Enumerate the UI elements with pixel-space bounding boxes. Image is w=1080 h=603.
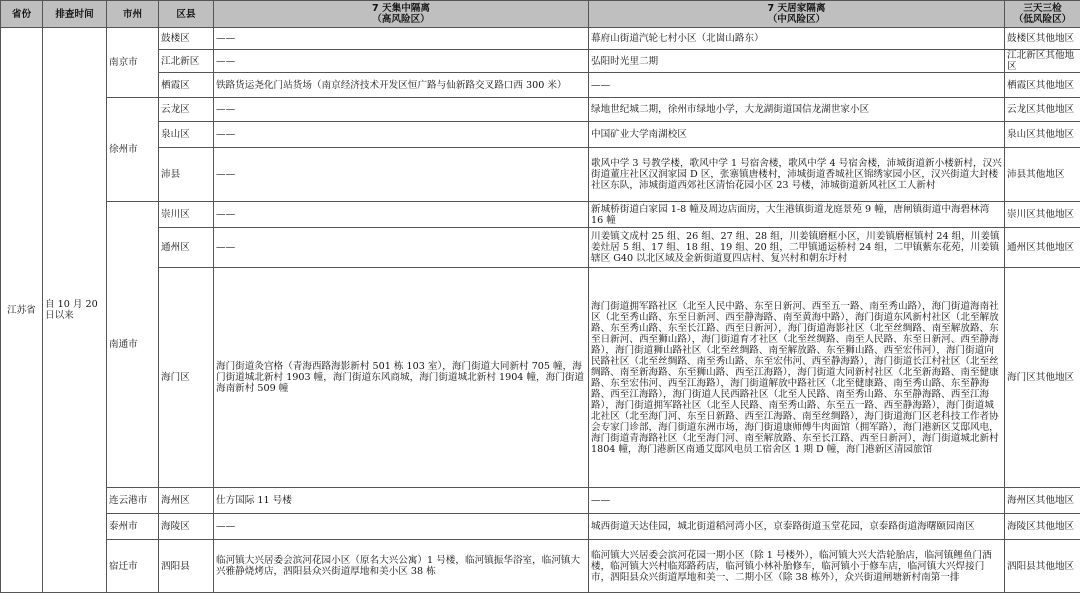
table-row (1, 28, 1080, 50)
district-cell: 鼓楼区 (159, 28, 214, 50)
mid-risk-cell: 绿地世纪城二期，徐州市绿地小学，大龙湖街道国信龙湖世家小区 (589, 98, 1005, 122)
low-risk-cell: 鼓楼区其他地区 (1005, 28, 1080, 50)
header-low-line1: 三天三检 (1023, 3, 1062, 14)
mid-risk-cell: 幕府山街道汽轮七村小区（北崮山路东） (589, 28, 1005, 50)
table-row (1, 268, 1080, 488)
district-cell: 栖霞区 (159, 73, 214, 98)
mid-risk-cell: —— (589, 73, 1005, 98)
header-mid-risk (589, 1, 1005, 28)
header-high-line2: （高风险区） (372, 14, 430, 25)
district-cell: 沛县 (159, 148, 214, 202)
city-nantong: 南通市 (107, 202, 159, 488)
low-risk-cell: 海州区其他地区 (1005, 488, 1080, 514)
city-suqian: 宿迁市 (107, 540, 159, 593)
table-row (1, 122, 1080, 148)
city-taizhou: 泰州市 (107, 514, 159, 540)
low-risk-cell: 通州区其他地区 (1005, 228, 1080, 268)
high-risk-cell: —— (214, 98, 589, 122)
mid-risk-cell: 海门街道拥军路社区（北至人民中路、东至日新河、西至五一路、南至秀山路），海门街道海南社区（北至秀山路、东至日新河、西至静海路、南至黄海中路），海门街道东风新村社区（北至解放路、东至秀山路、东至长江路、西至日新河），海门街道海影社区（北至丝绸路、南至解放路、东至日新河、西至狮山路），海门街道育才社区（北至丝绸路、南至人民路、东至日新河、西至静海路），海门街道狮山路社区（北至丝绸路、南至解放路、东至狮山路、西至宏伟河），海门街道向民路社区（北至丝绸路、南至秀山路、东至宏伟河、西至静海路），海门街道长江村社区（北至丝绸路、南至新海路、东至狮山路、西至江海路），海门街道大同新村社区（北至新海路、南至健康路、东至宏伟河、西至江海路），海门街道解放中路社区（北至健康路、南至秀山路、东至静海路、西至江海路），海门街道人民西路社区（北至人民路、南至秀山路、东至静海路、西至江海路），海门街道拥军路社区（北至人民路、南至秀山路、东至五一路、西至静海路），海门街道城北社区（北至海门河、东至日新路、西至江海路、南至丝绸路），海门街道海门区老科技工作者协会专家门诊部，海门街道东洲市场，海门街道康师傅牛肉面馆（拥军路），海门港新区艾邸风电，海门街道青海路社区（北至海门河、南至解放路、东至长江路、西至日新河），海门街道城北新村 1804 幢，海门港新区南通艾邸风电员工宿舍区 1 期 D 幢，海门港新区清园旅馆 (589, 268, 1005, 488)
low-risk-cell: 栖霞区其他地区 (1005, 73, 1080, 98)
district-cell: 泗阳县 (159, 540, 214, 593)
low-risk-cell: 云龙区其他地区 (1005, 98, 1080, 122)
district-cell: 海陵区 (159, 514, 214, 540)
district-cell: 云龙区 (159, 98, 214, 122)
high-risk-cell: 临河镇大兴居委会滨河花园小区（原名大兴公寓）1 号楼，临河镇振华浴室，临河镇大兴雅静烧烤店，泗阳县众兴街道厚地和美小区 38 栋 (214, 540, 589, 593)
low-risk-cell: 泗阳县其他地区 (1005, 540, 1080, 593)
header-mid-line2: （中风险区） (767, 14, 826, 25)
table-row (1, 148, 1080, 202)
mid-risk-cell: 弘阳时光里二期 (589, 50, 1005, 73)
city-xuzhou: 徐州市 (107, 98, 159, 202)
low-risk-cell: 江北新区其他地区 (1005, 50, 1080, 73)
table-row (1, 50, 1080, 73)
header-high-line1: 7 天集中隔离 (372, 3, 430, 14)
high-risk-cell: —— (214, 202, 589, 228)
low-risk-cell: 海门区其他地区 (1005, 268, 1080, 488)
high-risk-cell: —— (214, 28, 589, 50)
table-row (1, 98, 1080, 122)
high-risk-cell: —— (214, 148, 589, 202)
table-row (1, 540, 1080, 593)
high-risk-cell: 铁路货运尧化门站货场（南京经济技术开发区恒广路与仙新路交叉路口西 300 米） (214, 73, 589, 98)
city-lianyungang: 连云港市 (107, 488, 159, 514)
high-risk-cell: —— (214, 514, 589, 540)
high-risk-cell: —— (214, 50, 589, 73)
low-risk-cell: 泉山区其他地区 (1005, 122, 1080, 148)
district-cell: 海门区 (159, 268, 214, 488)
high-risk-cell: 仕方国际 11 号楼 (214, 488, 589, 514)
header-district: 区县 (159, 1, 214, 28)
header-province: 省份 (1, 1, 43, 28)
table-row (1, 488, 1080, 514)
province-cell: 江苏省 (1, 28, 43, 593)
header-low-line2: （低风险区） (1013, 14, 1072, 25)
header-time: 排查时间 (43, 1, 107, 28)
low-risk-cell: 崇川区其他地区 (1005, 202, 1080, 228)
header-row (1, 1, 1080, 28)
district-cell: 海州区 (159, 488, 214, 514)
mid-risk-cell: 川姜镇文成村 25 组、26 组、27 组、28 组，川姜镇磨框小区，川姜镇磨框镇村 24 组，川姜镇姜灶居 5 组、17 组、18 组、19 组、20 组，二甲镇通运桥村 24 组，二甲镇紫东花苑，川姜镇辖区 G40 以北区域及金新街道夏四店村、复兴村和朝东圩村 (589, 228, 1005, 268)
header-city: 市州 (107, 1, 159, 28)
district-cell: 通州区 (159, 228, 214, 268)
table-row (1, 202, 1080, 228)
table-row (1, 514, 1080, 540)
time-cell: 自 10 月 20 日以来 (43, 28, 107, 593)
mid-risk-cell: 城西街道天达佳园，城北街道稻河湾小区，京泰路街道玉堂花园，京泰路街道海曙颐园南区 (589, 514, 1005, 540)
mid-risk-cell: 歌风中学 3 号教学楼，歌风中学 1 号宿舍楼，歌风中学 4 号宿舍楼，沛城街道新小楼新村，汉兴街道董庄社区汉润家园 D 区，张寨镇唐楼村，沛城街道香城社区锦绣家园小区，汉兴街道大封楼社区东队，沛城街道西郊社区清怡花园小区 23 号楼，沛城街道新风社区工人新村 (589, 148, 1005, 202)
district-cell: 崇川区 (159, 202, 214, 228)
header-high-risk (214, 1, 589, 28)
high-risk-cell: —— (214, 228, 589, 268)
high-risk-cell: —— (214, 122, 589, 148)
table-row (1, 73, 1080, 98)
mid-risk-cell: 新城桥街道白家园 1-8 幢及周边店面房，大生港镇街道龙庭景苑 9 幢，唐闸镇街道中海碧林湾 16 幢 (589, 202, 1005, 228)
mid-risk-cell: —— (589, 488, 1005, 514)
district-cell: 江北新区 (159, 50, 214, 73)
mid-risk-cell: 中国矿业大学南湖校区 (589, 122, 1005, 148)
header-low-risk (1005, 1, 1080, 28)
table-row (1, 228, 1080, 268)
city-nanjing: 南京市 (107, 28, 159, 98)
mid-risk-cell: 临河镇大兴居委会滨河花园一期小区（除 1 号楼外），临河镇大兴大浩轮胎店，临河镇鲤鱼门酒楼，临河镇大兴村临郑路药店，临河镇小林补胎修车，临河镇小于修车店，临河镇大兴焊接门市，泗阳县众兴街道厚地和美一、二期小区（除 38 栋外），众兴街道闸塘新村南第一排 (589, 540, 1005, 593)
low-risk-cell: 海陵区其他地区 (1005, 514, 1080, 540)
low-risk-cell: 沛县其他地区 (1005, 148, 1080, 202)
header-mid-line1: 7 天居家隔离 (767, 3, 826, 14)
district-cell: 泉山区 (159, 122, 214, 148)
high-risk-cell: 海门街道灸宫格（青海西路海影新村 501 栋 103 室），海门街道大同新村 705 幢，海门街道城北新村 1903 幢，海门街道东风商城，海门街道城北新村 1904 幢，海门街道海南新村 509 幢 (214, 268, 589, 488)
